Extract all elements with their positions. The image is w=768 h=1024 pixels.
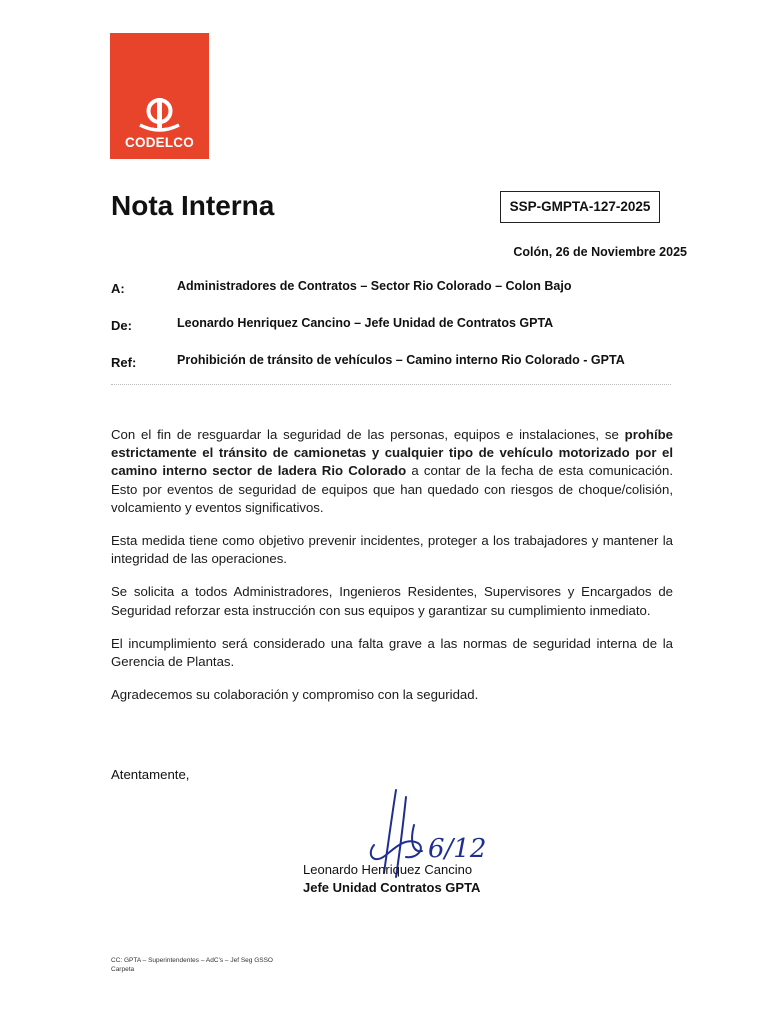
paragraph-text: a contar de la fecha de esta comunicación. Esto por eventos de seguridad de equipos que han quedado con riesgos de choque/colisión, volcamiento y eventos significativos. bbox=[111, 463, 673, 515]
cc-line: CC: GPTA – Superintendentes – AdC’s – Jef Seg GSSO bbox=[111, 957, 273, 964]
paragraph-emphasis: prohíbe estrictamente el tránsito de camionetas y cualquier tipo de vehículo motorizado por el camino interno sector de ladera Rio Colorado bbox=[111, 427, 673, 479]
reference-code-box: SSP-GMPTA-127-2025 bbox=[500, 191, 660, 223]
signer-name: Leonardo Henriquez Cancino bbox=[303, 862, 473, 877]
signature-date: 6/12 bbox=[428, 834, 487, 864]
from-value: Leonardo Henriquez Cancino – Jefe Unidad de Contratos GPTA bbox=[177, 316, 554, 330]
logo-wordmark: CODELCO bbox=[125, 135, 194, 150]
paragraph-noncompliance: El incumplimiento será considerado una falta grave a las normas de seguridad interna de la Gerencia de Plantas. bbox=[111, 635, 673, 670]
paragraph-prohibition bbox=[111, 426, 673, 517]
paragraph-request: Se solicita a todos Administradores, Ingenieros Residentes, Supervisores y Encargados de Seguridad reforzar esta instrucción con sus equipos y garantizar su cumplimiento inmediato. bbox=[111, 584, 673, 618]
header-divider bbox=[111, 384, 671, 385]
to-label: A: bbox=[111, 281, 125, 296]
paragraph-thanks: Agradecemos su colaboración y compromiso con la seguridad. bbox=[111, 687, 479, 703]
ref-value: Prohibición de tránsito de vehículos – Camino interno Rio Colorado - GPTA bbox=[177, 353, 625, 367]
cc-distribution bbox=[111, 956, 273, 974]
codelco-emblem-icon bbox=[138, 97, 181, 133]
document-title: Nota Interna bbox=[111, 190, 275, 221]
salutation: Atentamente, bbox=[111, 767, 190, 782]
paragraph-text: Con el fin de resguardar la seguridad de las personas, equipos e instalaciones, se bbox=[111, 427, 625, 442]
to-value: Administradores de Contratos – Sector Rio Colorado – Colon Bajo bbox=[177, 279, 572, 293]
ref-label: Ref: bbox=[111, 355, 137, 370]
memo-body bbox=[111, 426, 673, 719]
document-date: Colón, 26 de Noviembre 2025 bbox=[513, 245, 687, 259]
paragraph-objective: Esta medida tiene como objetivo prevenir incidentes, proteger a los trabajadores y mantener la integridad de las operaciones. bbox=[111, 533, 673, 567]
signer-role: Jefe Unidad Contratos GPTA bbox=[303, 880, 481, 895]
from-label: De: bbox=[111, 318, 132, 333]
codelco-logo bbox=[110, 33, 209, 159]
cc-line: Carpeta bbox=[111, 966, 135, 973]
